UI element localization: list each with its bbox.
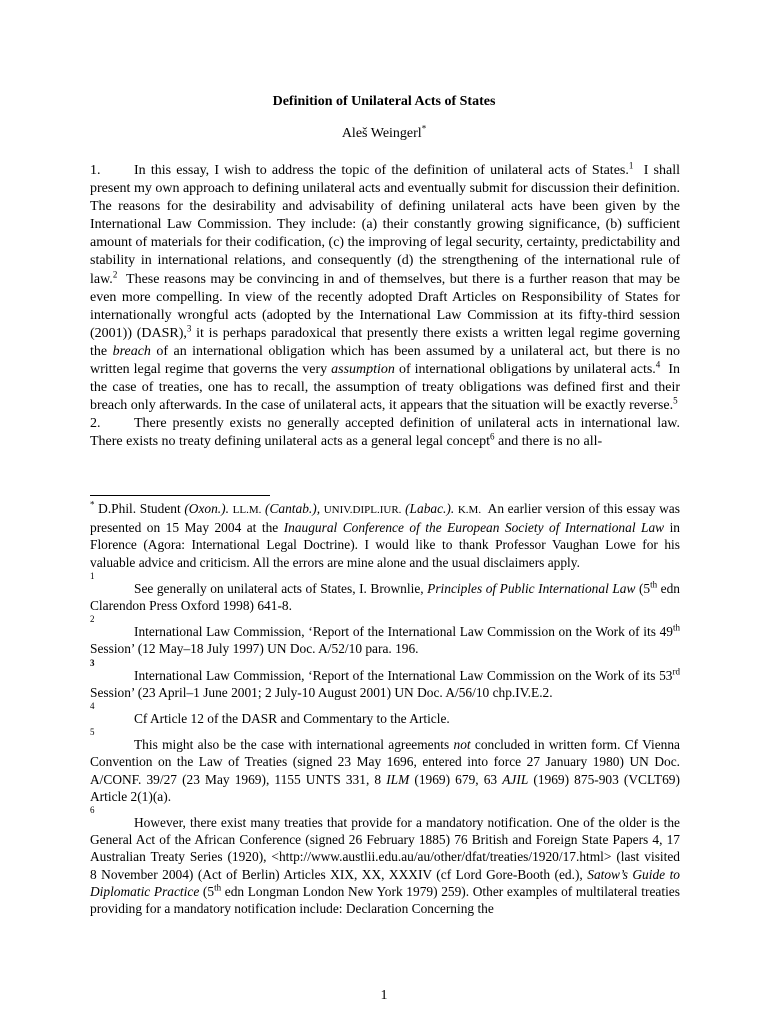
superscript: th (214, 882, 222, 893)
footnote-text (90, 580, 680, 614)
text-run: (1969) 679, 63 (414, 771, 498, 787)
text-run: concluded in written form. Cf Vienna Convention on the Law of Treaties (signed 23 May 1696, entered into force 27 January 1980) UN Doc. A/CONF. 39/27 (23 May 1969), 1155 UNTS 331, 8 (90, 737, 680, 787)
footnote-mark: 2 (90, 614, 95, 625)
text-run: There presently exists no generally accepted definition of unilateral acts in international law. There exists no treaty defining unilateral acts as a general legal concept (90, 416, 680, 450)
footnote-3 (90, 658, 680, 701)
footnote-text (90, 667, 680, 701)
text-run: See generally on unilateral acts of States, I. Brownlie, (134, 580, 424, 596)
footnote-text (90, 623, 680, 657)
author-name: Aleš Weingerl (341, 126, 422, 141)
superscript: th (650, 579, 658, 590)
text-run: In the case of treaties, one has to recall, the assumption of treaty obligations was defined first and their breach only afterwards. In the case of unilateral acts, it appears that the situation will be exactly reverse. (90, 362, 680, 414)
author-line (0, 124, 768, 144)
page-number: 1 (380, 988, 388, 1003)
text-run: (5 (202, 883, 215, 899)
small-caps: LL.M. (232, 504, 262, 516)
footnote-ref: 3 (186, 323, 192, 334)
emphasis: breach (112, 343, 151, 359)
footnote-mark: 5 (90, 727, 95, 738)
emphasis: Satow’s Guide to Diplomatic Practice (90, 866, 680, 899)
emphasis: (Oxon.). (184, 501, 229, 516)
footnote-1 (90, 571, 680, 614)
text-run: (5 (638, 580, 651, 596)
footnote-ref: 2 (112, 268, 118, 279)
footnotes (90, 500, 680, 917)
footnote-mark: 1 (90, 570, 95, 581)
paragraph-number: 1. (90, 163, 101, 178)
text-run: International Law Commission, ‘Report of the International Law Commission on the Work of its 49 (134, 624, 673, 640)
footnote-text (90, 710, 680, 727)
text-run: edn Clarendon Press Oxford 1998) 641-8. (90, 580, 680, 614)
footnote-mark: 3 (90, 657, 95, 668)
footnote-6 (90, 805, 680, 917)
text-run: D.Phil. Student (98, 501, 181, 516)
small-caps: UNIV.DIPL.IUR. (323, 504, 402, 516)
text-run: Cf Article 12 of the DASR and Commentary to the Article. (134, 711, 450, 727)
emphasis: ILM (386, 771, 410, 787)
text-run: (1969) 875-903 (VCLT69) Article 2(1)(a). (90, 771, 680, 804)
superscript: rd (672, 666, 680, 677)
text-run: it is perhaps paradoxical that presently there exists a written legal regime governing the (90, 325, 680, 359)
text-run: This might also be the case with international agreements (134, 737, 450, 753)
text-run: of international obligations by unilateral acts. (398, 362, 656, 378)
footnote-ref: 1 (628, 160, 634, 171)
text-run: Session’ (23 April–1 June 2001; 2 July-10 August 2001) UN Doc. A/56/10 chp.IV.E.2. (90, 684, 553, 700)
footnote-separator (90, 495, 270, 496)
footnote-ref: 4 (655, 359, 661, 370)
paragraph-2 (90, 415, 680, 451)
footnote-ref: 5 (673, 395, 678, 406)
emphasis: AJIL (502, 771, 529, 787)
paragraph-1 (90, 162, 680, 415)
emphasis: Principles of Public International Law (427, 580, 636, 596)
footnote-5 (90, 727, 680, 805)
emphasis: not (453, 737, 471, 753)
footnote-mark: * (90, 499, 95, 510)
footnote-mark: 4 (90, 701, 95, 712)
body-text (90, 162, 680, 452)
small-caps: K.M. (457, 504, 482, 516)
emphasis: Inaugural Conference of the European Society of International Law (283, 520, 665, 536)
text-run: An earlier version of this essay was presented on 15 May 2004 at the (90, 501, 680, 536)
text-run: I shall present my own approach to defining unilateral acts and eventually submit for discussion their definition. The reasons for the desirability and advisability of defining unilateral acts have been given by the International Law Commission. They include: (a) their constantly growing significance, (b) sufficient amount of materials for their codification, (c) the improving of legal security, certainty, predictability and stability in international relations, and consequently (d) the strengthening of the international rule of law. (90, 163, 681, 287)
text-run: In this essay, I wish to address the topic of the definition of unilateral acts of States. (134, 163, 629, 178)
footnote-star (90, 500, 680, 571)
superscript: th (672, 622, 680, 633)
text-run: edn Longman London New York 1979) 259). Other examples of multilateral treaties providing for a mandatory notification include: Declaration Concerning the (90, 883, 680, 917)
footnote-text (90, 736, 680, 805)
author-footnote-mark: * (421, 123, 427, 134)
text-run: These reasons may be convincing in and of themselves, but there is a further reason that may be even more compelling. In view of the recently adopted Draft Articles on Responsibility of States for internationally wrongful acts (adopted by the International Law Commission at its fifty-third session (2001)) (DASR), (90, 271, 680, 341)
paper-title: Definition of Unilateral Acts of States (272, 94, 496, 109)
emphasis: (Cantab.), (265, 501, 321, 516)
text-run: of an international obligation which has been assumed by a unilateral act, but there is no written legal regime that governs the very (90, 343, 681, 378)
footnote-ref: 6 (490, 431, 495, 442)
paragraph-number: 2. (90, 416, 101, 432)
text-run: and there is no all- (498, 434, 603, 450)
emphasis: assumption (331, 362, 395, 378)
footnote-text (90, 814, 680, 917)
footnote-2 (90, 614, 680, 657)
footnote-4 (90, 701, 680, 727)
footnote-mark: 6 (90, 805, 95, 816)
emphasis: (Labac.). (405, 501, 455, 516)
text-run: in Florence (Agora: International Legal Doctrine). I would like to thank Professor Vaughan Lowe for his valuable advice and criticism. All the errors are mine alone and the usual disclaimers apply. (90, 520, 680, 570)
text-run: International Law Commission, ‘Report of the International Law Commission on the Work of its 53 (134, 667, 673, 683)
text-run: Session’ (12 May–18 July 1997) UN Doc. A/52/10 para. 196. (90, 641, 419, 657)
text-run: However, there exist many treaties that provide for a mandatory notification. One of the older is the General Act of the African Conference (signed 26 February 1885) 76 British and Foreign State Papers 4, 17 Australian Treaty Series (1920), <http://www.austlii.edu.au/au/other/dfat/treaties/1920/17.html> (last visited 8 November 2004) (Act of Berlin) Articles XIX, XX, XXXIV (cf Lord Gore-Booth (ed.), (90, 815, 680, 882)
